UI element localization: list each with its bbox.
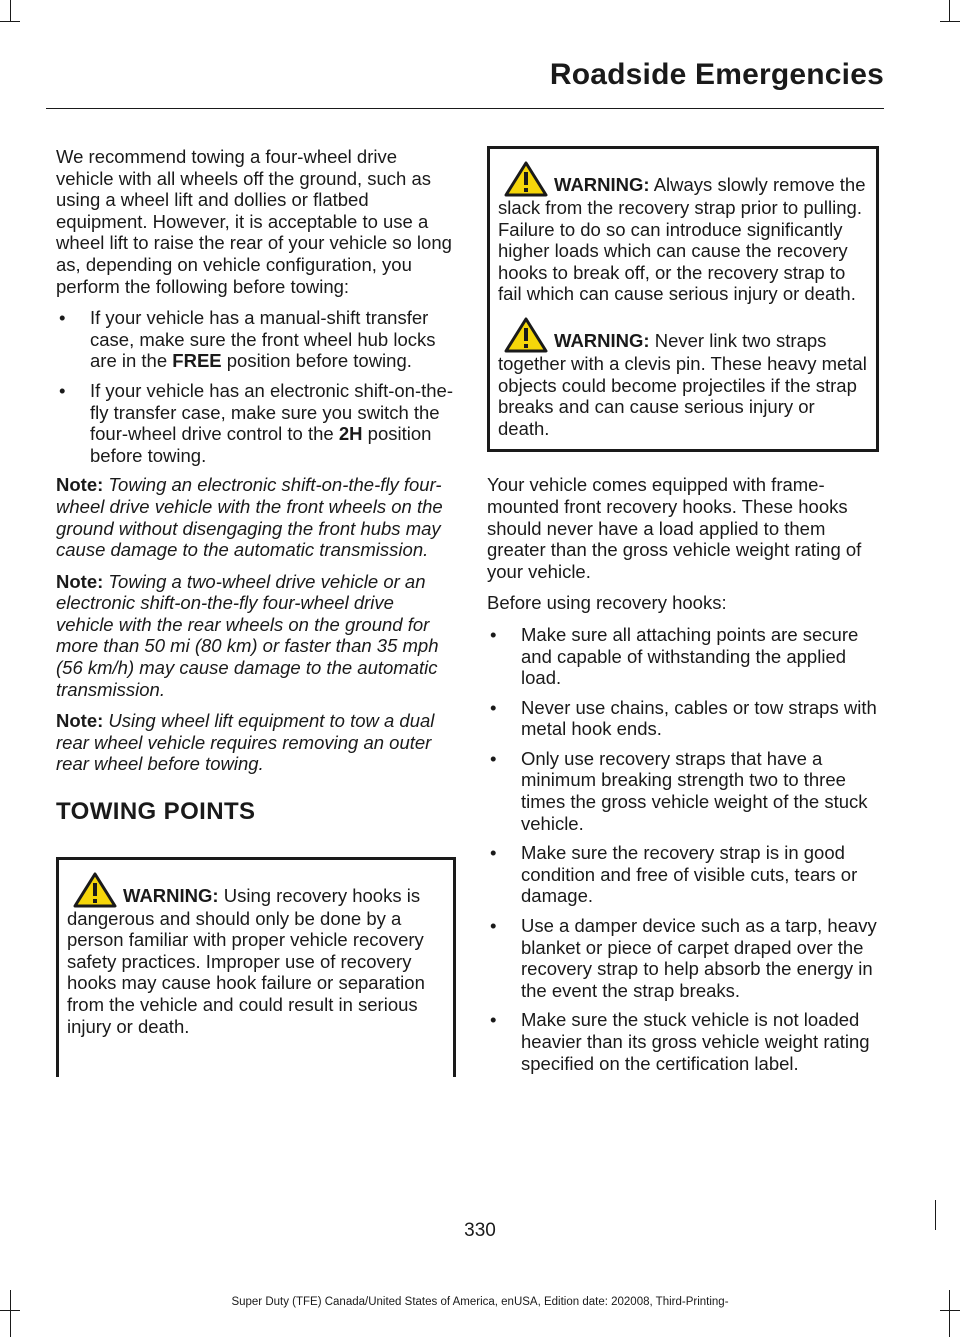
recovery-hooks-list <box>487 624 879 1074</box>
warning: WARNING: Never link two straps together with a clevis pin. These heavy metal objects could become projectiles if the strap breaks and can cause serious injury or death. <box>498 317 868 439</box>
warning-box <box>56 857 456 1078</box>
warning-label: WARNING: <box>554 329 650 351</box>
left-column <box>56 146 456 1077</box>
note: Note: Using wheel lift equipment to tow a dual rear wheel vehicle requires removing an outer rear wheel before towing. <box>56 710 435 775</box>
right-column <box>487 146 879 1082</box>
crop-mark <box>949 0 950 22</box>
warning-triangle-icon <box>504 317 548 353</box>
recovery-hooks-paragraph: Your vehicle comes equipped with frame-mounted front recovery hooks. These hooks should never have a load applied to them greater than the gross vehicle weight rating of your vehicle. <box>487 474 862 582</box>
note: Note: Towing an electronic shift-on-the-fly four-wheel drive vehicle with the front wheels on the ground without disengaging the front hubs may cause damage to the automatic transmission. <box>56 474 443 561</box>
warning: WARNING: Using recovery hooks is dangerous and should only be done by a person familiar with proper vehicle recovery safety practices. Improper use of recovery hooks may cause hook failure or separation from the vehicle and could result in serious injury or death. <box>67 872 445 1038</box>
list-item: • Make sure all attaching points are secure and capable of withstanding the applied load. <box>487 624 879 689</box>
warning-label: WARNING: <box>554 174 650 195</box>
page-title: Roadside Emergencies <box>549 58 884 91</box>
list-item: • Only use recovery straps that have a minimum breaking strength two to three times the gross vehicle weight of the stuck vehicle. <box>487 748 879 834</box>
footer: Super Duty (TFE) Canada/United States of America, enUSA, Edition date: 202008, Third-Printing- <box>231 1296 729 1308</box>
towing-prep-list <box>56 307 456 466</box>
keyword-2h: 2H <box>338 423 363 445</box>
note-label: Note: <box>56 474 104 496</box>
list-item: • Make sure the stuck vehicle is not loaded heavier than its gross vehicle weight rating specified on the certification label. <box>487 1009 879 1074</box>
keyword-free: FREE <box>172 350 222 372</box>
list-item: • Never use chains, cables or tow straps with metal hook ends. <box>487 697 879 740</box>
note-label: Note: <box>56 570 104 592</box>
page-number: 330 <box>464 1220 496 1241</box>
notes <box>56 474 456 775</box>
warning-triangle-icon <box>73 872 117 908</box>
crop-mark <box>10 0 11 22</box>
page-header <box>46 58 884 109</box>
list-item: • If your vehicle has an electronic shift-on-the-fly transfer case, make sure you switch the four-wheel drive control to the 2H position before towing. <box>56 380 456 466</box>
note-label: Note: <box>56 710 104 732</box>
crop-mark <box>0 21 20 22</box>
list-item: • Use a damper device such as a tarp, heavy blanket or piece of carpet draped over the recovery strap to help absorb the energy in the event the strap breaks. <box>487 915 879 1001</box>
warning-label: WARNING: <box>123 884 219 906</box>
warning: WARNING: Always slowly remove the slack from the recovery strap prior to pulling. Failure to do so can introduce significantly higher loads which can cause the recovery hooks to break off, or the recovery strap to fail which can cause serious injury or death. <box>498 161 868 305</box>
note: Note: Towing a two-wheel drive vehicle or an electronic shift-on-the-fly four-wheel drive vehicle with the rear wheels on the ground for more than 50 mi (80 km) or faster than 35 mph (56 km/h) may cause damage to the automatic transmission. <box>56 570 439 700</box>
intro-paragraph: We recommend towing a four-wheel drive vehicle with all wheels off the ground, such as using a wheel lift and dollies or flatbed equipment. However, it is acceptable to use a wheel lift to raise the rear of your vehicle so long as, depending on vehicle configuration, you perform the following before towing: <box>56 146 452 297</box>
before-using-paragraph: Before using recovery hooks: <box>487 592 727 614</box>
crop-mark <box>940 21 960 22</box>
warning-triangle-icon <box>504 161 548 197</box>
crop-mark <box>940 1310 960 1311</box>
list-item: • If your vehicle has a manual-shift transfer case, make sure the front wheel hub locks are in the FREE position before towing. <box>56 307 456 372</box>
section-heading: TOWING POINTS <box>56 798 256 826</box>
list-item: • Make sure the recovery strap is in good condition and free of visible cuts, tears or damage. <box>487 842 879 907</box>
warning-box <box>487 146 879 452</box>
crop-mark <box>0 1310 20 1311</box>
